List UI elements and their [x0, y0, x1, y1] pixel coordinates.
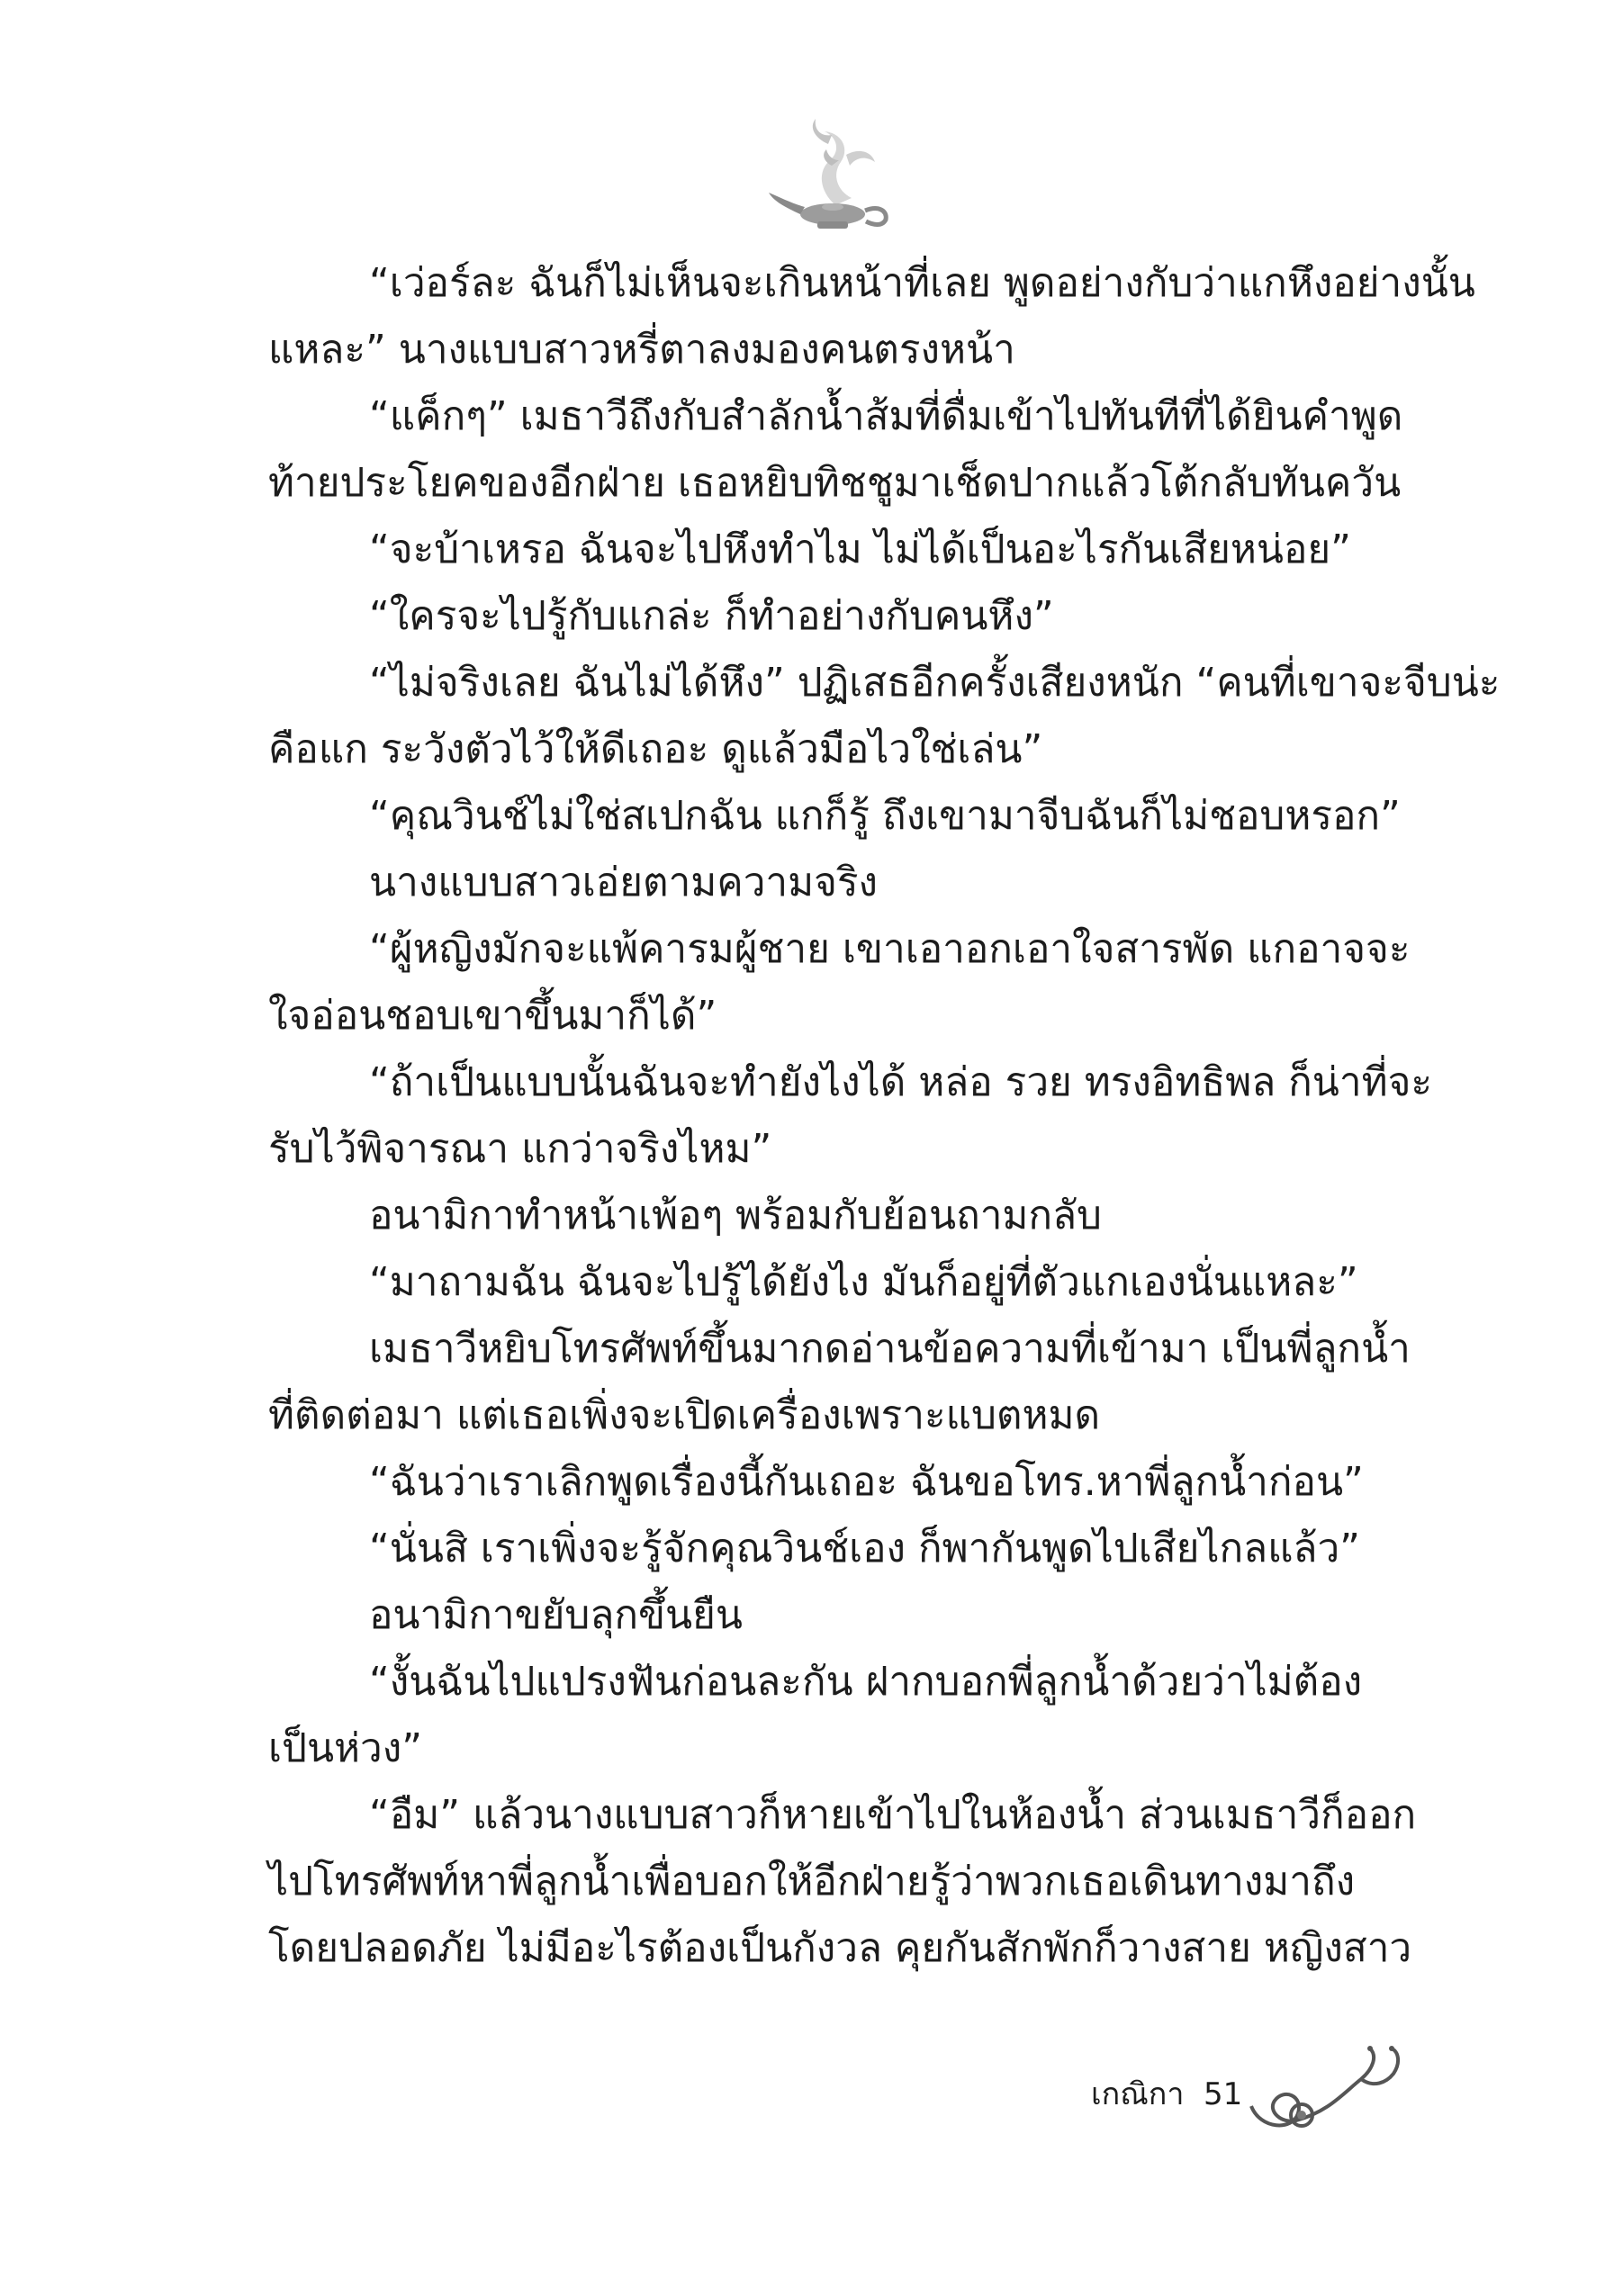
text-line: “ถ้าเป็นแบบนั้นฉันจะทำยังไงได้ หล่อ รวย ทรงอิทธิพล ก็น่าที่จะ: [369, 1059, 1432, 1105]
text-line: อนามิกาทำหน้าเพ้อๆ พร้อมกับย้อนถามกลับ: [369, 1193, 1102, 1238]
text-line: “มาถามฉัน ฉันจะไปรู้ได้ยังไง มันก็อยู่ที่ตัวแกเองนั่นแหละ”: [369, 1259, 1358, 1305]
text-line: เป็นห่วง”: [268, 1725, 423, 1771]
footer-book-title: เกณิกา: [1091, 2076, 1185, 2112]
text-line: ท้ายประโยคของอีกฝ่าย เธอหยิบทิชชูมาเช็ดปากแล้วโต้กลับทันควัน: [268, 460, 1402, 506]
text-line: รับไว้พิจารณา แกว่าจริงไหม”: [268, 1126, 772, 1172]
text-line: ใจอ่อนชอบเขาขึ้นมาก็ได้”: [268, 993, 717, 1039]
text-line: “ผู้หญิงมักจะแพ้คารมผู้ชาย เขาเอาอกเอาใจสารพัด แกอาจจะ: [369, 926, 1411, 972]
text-line: “ไม่จริงเลย ฉันไม่ได้หึง” ปฏิเสธอีกครั้งเสียงหนัก “คนที่เขาจะจีบน่ะ: [369, 660, 1501, 706]
text-line: คือแก ระวังตัวไว้ให้ดีเถอะ ดูแล้วมือไวใช่เล่น”: [268, 726, 1043, 772]
text-line: “อืม” แล้วนางแบบสาวก็หายเข้าไปในห้องน้ำ ส่วนเมธาวีก็ออก: [369, 1792, 1417, 1838]
text-line: นางแบบสาวเอ่ยตามความจริง: [369, 860, 879, 905]
text-line: “จะบ้าเหรอ ฉันจะไปหึงทำไม ไม่ได้เป็นอะไรกันเสียหน่อย”: [369, 527, 1351, 572]
text-line: “นั่นสิ เราเพิ่งจะรู้จักคุณวินช์เอง ก็พากันพูดไปเสียไกลแล้ว”: [369, 1526, 1360, 1571]
text-line: “เว่อร์ละ ฉันก็ไม่เห็นจะเกินหน้าที่เลย พูดอย่างกับว่าแกหึงอย่างนั้น: [369, 260, 1475, 306]
text-line: “แค็กๆ” เมธาวีถึงกับสำลักน้ำส้มที่ดื่มเข้าไปทันทีที่ได้ยินคำพูด: [369, 393, 1403, 439]
text-line: “ฉันว่าเราเลิกพูดเรื่องนี้กันเถอะ ฉันขอโทร.หาพี่ลูกน้ำก่อน”: [369, 1459, 1364, 1505]
text-line: ไปโทรศัพท์หาพี่ลูกน้ำเพื่อบอกให้อีกฝ่ายรู้ว่าพวกเธอเดินทางมาถึง: [268, 1859, 1356, 1904]
text-line: โดยปลอดภัย ไม่มีอะไรต้องเป็นกังวล คุยกันสักพักก็วางสาย หญิงสาว: [268, 1925, 1412, 1971]
text-line: เมธาวีหยิบโทรศัพท์ขึ้นมากดอ่านข้อความที่เข้ามา เป็นพี่ลูกน้ำ: [369, 1326, 1411, 1372]
text-line: “คุณวินช์ไม่ใช่สเปกฉัน แกก็รู้ ถึงเขามาจีบฉันก็ไม่ชอบหรอก”: [369, 793, 1401, 839]
text-line: ที่ติดต่อมา แต่เธอเพิ่งจะเปิดเครื่องเพราะแบตหมด: [268, 1392, 1101, 1438]
text-line: อนามิกาขยับลุกขึ้นยืน: [369, 1592, 743, 1638]
text-line: “งั้นฉันไปแปรงฟันก่อนละกัน ฝากบอกพี่ลูกน้ำด้วยว่าไม่ต้อง: [369, 1659, 1363, 1705]
text-line: “ใครจะไปรู้กับแกล่ะ ก็ทำอย่างกับคนหึง”: [369, 593, 1054, 639]
stethoscope-icon: [1242, 2043, 1413, 2142]
page-number: 51: [1204, 2076, 1243, 2112]
text-line: แหละ” นางแบบสาวหรี่ตาลงมองคนตรงหน้า: [268, 327, 1015, 373]
